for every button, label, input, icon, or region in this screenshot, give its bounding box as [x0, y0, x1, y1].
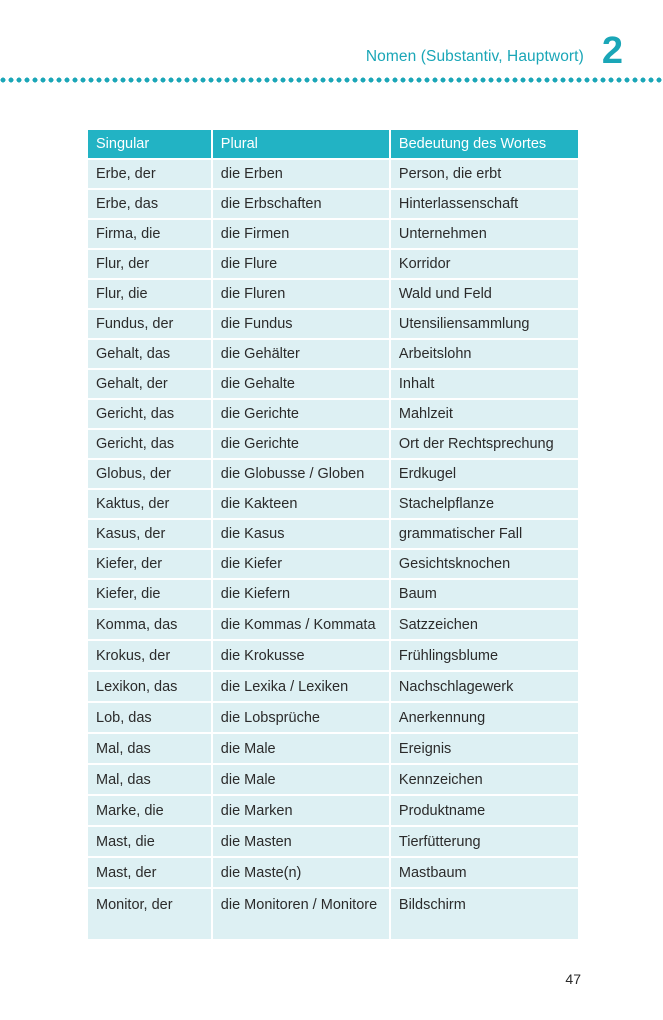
table-row	[88, 460, 578, 488]
meaning-cell: Ort der Rechtsprechung	[391, 430, 578, 458]
singular-cell: Lexikon, das	[88, 672, 211, 701]
plural-cell: die Kasus	[213, 520, 389, 548]
meaning-cell: Gesichtsknochen	[391, 550, 578, 578]
meaning-cell: Inhalt	[391, 370, 578, 398]
singular-cell: Kiefer, die	[88, 580, 211, 608]
column-header-singular: Singular	[88, 130, 211, 158]
singular-cell: Lob, das	[88, 703, 211, 732]
plural-cell: die Firmen	[213, 220, 389, 248]
table-row	[88, 490, 578, 518]
plural-cell: die Gehälter	[213, 340, 389, 368]
meaning-cell: Korridor	[391, 250, 578, 278]
plural-cell: die Globusse / Globen	[213, 460, 389, 488]
plural-cell: die Flure	[213, 250, 389, 278]
table-row	[88, 280, 578, 308]
table-row	[88, 520, 578, 548]
singular-cell: Mal, das	[88, 765, 211, 794]
meaning-cell: Mastbaum	[391, 858, 578, 887]
singular-cell: Mast, die	[88, 827, 211, 856]
singular-cell: Gehalt, der	[88, 370, 211, 398]
table-row	[88, 889, 578, 939]
singular-cell: Firma, die	[88, 220, 211, 248]
singular-cell: Flur, der	[88, 250, 211, 278]
meaning-cell: Erdkugel	[391, 460, 578, 488]
table-row	[88, 610, 578, 639]
meaning-cell: Anerkennung	[391, 703, 578, 732]
singular-cell: Krokus, der	[88, 641, 211, 670]
singular-cell: Globus, der	[88, 460, 211, 488]
table-row	[88, 641, 578, 670]
meaning-cell: grammatischer Fall	[391, 520, 578, 548]
singular-cell: Gericht, das	[88, 400, 211, 428]
table-row	[88, 160, 578, 188]
singular-cell: Gericht, das	[88, 430, 211, 458]
table-row	[88, 734, 578, 763]
meaning-cell: Unternehmen	[391, 220, 578, 248]
singular-cell: Kiefer, der	[88, 550, 211, 578]
plural-cell: die Fundus	[213, 310, 389, 338]
table-row	[88, 580, 578, 608]
column-header-plural: Plural	[213, 130, 389, 158]
plural-cell: die Erbschaften	[213, 190, 389, 218]
meaning-cell: Satzzeichen	[391, 610, 578, 639]
plural-cell: die Gehalte	[213, 370, 389, 398]
meaning-cell: Wald und Feld	[391, 280, 578, 308]
table-row	[88, 250, 578, 278]
plural-cell: die Masten	[213, 827, 389, 856]
plural-cell: die Gerichte	[213, 400, 389, 428]
plural-cell: die Krokusse	[213, 641, 389, 670]
meaning-cell: Kennzeichen	[391, 765, 578, 794]
meaning-cell: Utensiliensammlung	[391, 310, 578, 338]
meaning-cell: Stachelpflanze	[391, 490, 578, 518]
table-row	[88, 765, 578, 794]
chapter-title: Nomen (Substantiv, Hauptwort)	[365, 48, 584, 65]
meaning-cell: Hinterlassenschaft	[391, 190, 578, 218]
singular-cell: Komma, das	[88, 610, 211, 639]
page-number: 47	[565, 971, 581, 987]
table-row	[88, 672, 578, 701]
plural-cell: die Gerichte	[213, 430, 389, 458]
dotted-divider	[0, 77, 663, 83]
plural-cell: die Maste(n)	[213, 858, 389, 887]
singular-cell: Gehalt, das	[88, 340, 211, 368]
singular-cell: Mal, das	[88, 734, 211, 763]
plural-cell: die Kommas / Kommata	[213, 610, 389, 639]
meaning-cell: Person, die erbt	[391, 160, 578, 188]
plural-cell: die Monitoren / Monitore	[213, 889, 389, 939]
singular-cell: Mast, der	[88, 858, 211, 887]
plural-cell: die Erben	[213, 160, 389, 188]
singular-cell: Marke, die	[88, 796, 211, 825]
plural-cell: die Kiefer	[213, 550, 389, 578]
table-row	[88, 827, 578, 856]
meaning-cell: Frühlingsblume	[391, 641, 578, 670]
table-row	[88, 340, 578, 368]
table-header-row	[88, 130, 578, 158]
meaning-cell: Arbeitslohn	[391, 340, 578, 368]
vocabulary-table	[86, 128, 580, 941]
table-row	[88, 430, 578, 458]
singular-cell: Erbe, der	[88, 160, 211, 188]
meaning-cell: Nachschlagewerk	[391, 672, 578, 701]
table-row	[88, 858, 578, 887]
plural-cell: die Marken	[213, 796, 389, 825]
meaning-cell: Baum	[391, 580, 578, 608]
table-row	[88, 310, 578, 338]
plural-cell: die Lexika / Lexiken	[213, 672, 389, 701]
plural-cell: die Male	[213, 734, 389, 763]
singular-cell: Kaktus, der	[88, 490, 211, 518]
table-row	[88, 370, 578, 398]
chapter-number: 2	[601, 30, 623, 72]
singular-cell: Fundus, der	[88, 310, 211, 338]
plural-cell: die Lobsprüche	[213, 703, 389, 732]
singular-cell: Kasus, der	[88, 520, 211, 548]
table-row	[88, 703, 578, 732]
meaning-cell: Bildschirm	[391, 889, 578, 939]
table-row	[88, 550, 578, 578]
meaning-cell: Tierfütterung	[391, 827, 578, 856]
singular-cell: Monitor, der	[88, 889, 211, 939]
plural-cell: die Kiefern	[213, 580, 389, 608]
table-row	[88, 796, 578, 825]
plural-cell: die Male	[213, 765, 389, 794]
column-header-meaning: Bedeutung des Wortes	[391, 130, 578, 158]
table-row	[88, 400, 578, 428]
meaning-cell: Produktname	[391, 796, 578, 825]
plural-cell: die Fluren	[213, 280, 389, 308]
meaning-cell: Mahlzeit	[391, 400, 578, 428]
plural-cell: die Kakteen	[213, 490, 389, 518]
table-row	[88, 190, 578, 218]
meaning-cell: Ereignis	[391, 734, 578, 763]
singular-cell: Flur, die	[88, 280, 211, 308]
running-header	[366, 32, 623, 70]
table-row	[88, 220, 578, 248]
singular-cell: Erbe, das	[88, 190, 211, 218]
